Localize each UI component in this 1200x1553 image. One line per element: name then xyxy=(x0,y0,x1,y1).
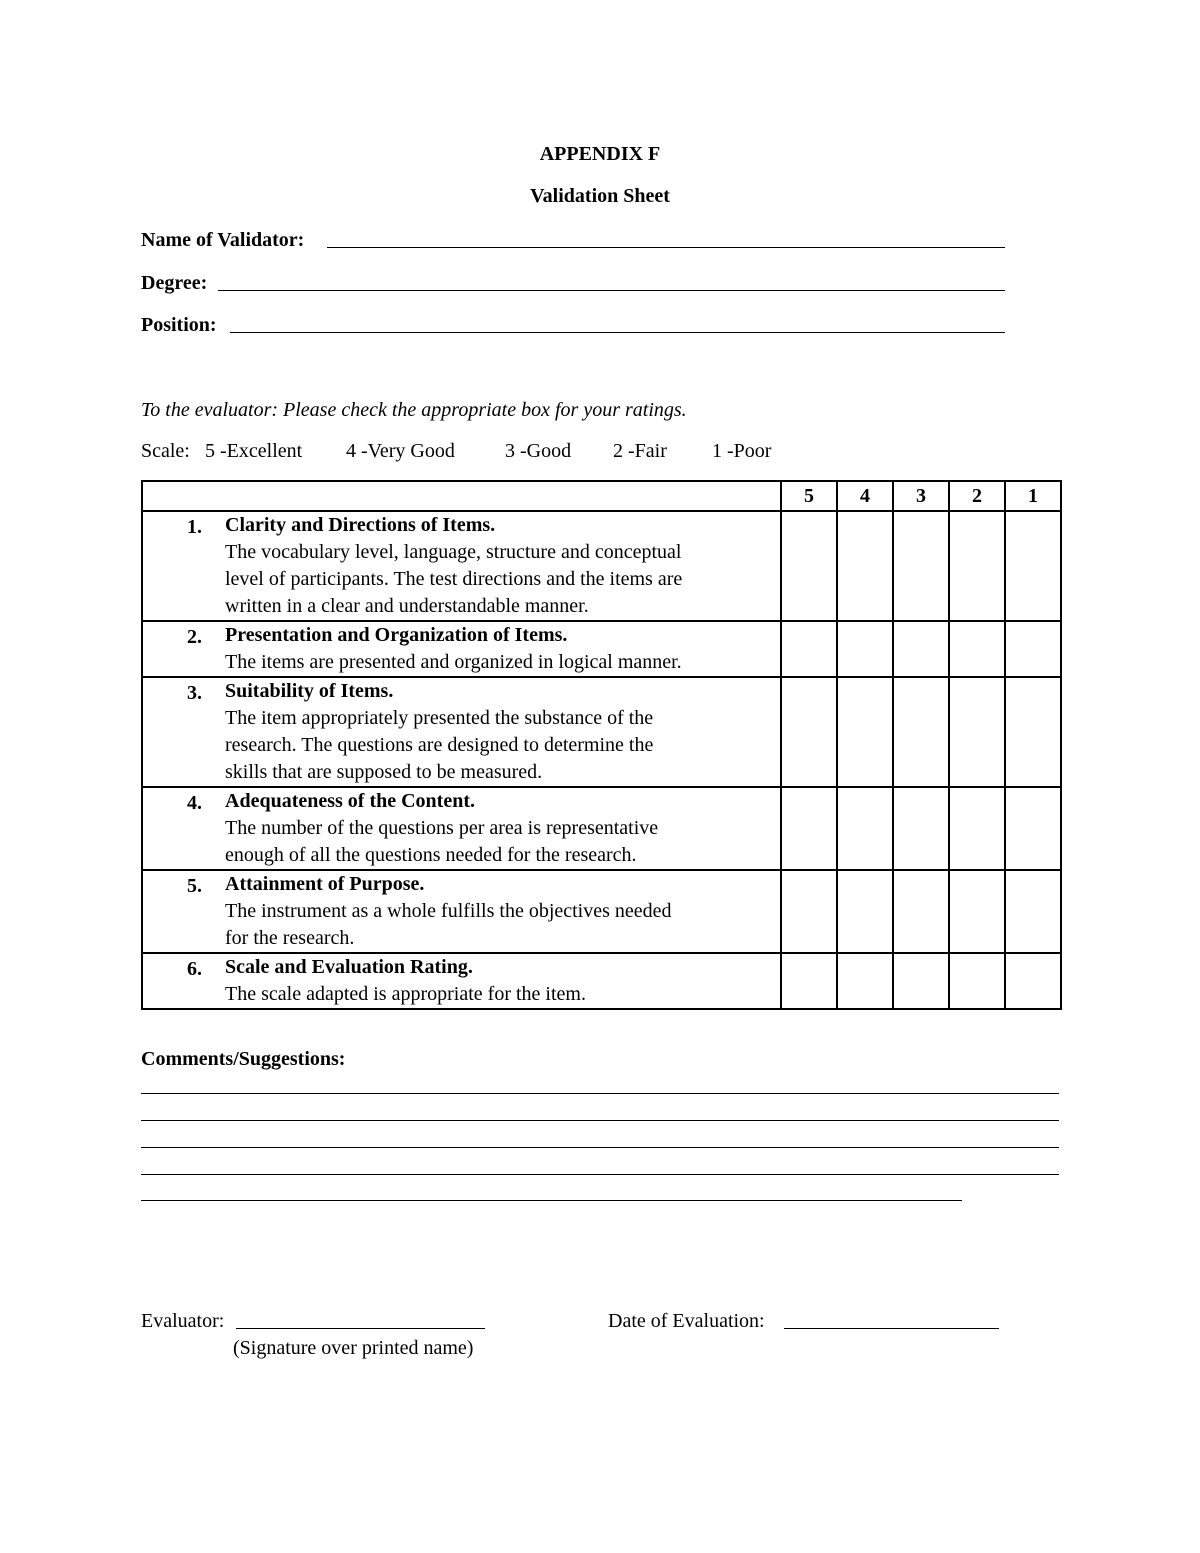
rating-box-4[interactable] xyxy=(837,870,893,953)
criterion-title: Scale and Evaluation Rating. xyxy=(225,956,473,978)
rating-box-2[interactable] xyxy=(949,870,1005,953)
date-field[interactable] xyxy=(784,1328,999,1329)
rating-box-5[interactable] xyxy=(781,621,837,677)
rating-box-2[interactable] xyxy=(949,677,1005,787)
rating-box-3[interactable] xyxy=(893,621,949,677)
rating-table xyxy=(141,480,1062,1010)
scale-item-poor: 1 -Poor xyxy=(712,440,772,462)
position-label: Position: xyxy=(141,314,217,336)
rating-box-3[interactable] xyxy=(893,870,949,953)
rating-box-3[interactable] xyxy=(893,787,949,870)
criterion-description-line: skills that are supposed to be measured. xyxy=(225,761,543,783)
criterion-description-line: for the research. xyxy=(225,927,355,949)
degree-field[interactable] xyxy=(218,290,1005,291)
table-row xyxy=(142,621,1061,677)
criterion-description-line: The instrument as a whole fulfills the objectives needed xyxy=(225,900,672,922)
rating-box-5[interactable] xyxy=(781,677,837,787)
comment-line[interactable] xyxy=(141,1174,1059,1175)
rating-box-1[interactable] xyxy=(1005,787,1061,870)
criteria-header-cell xyxy=(142,481,781,511)
criterion-description-line: research. The questions are designed to determine the xyxy=(225,734,654,756)
criterion-cell xyxy=(142,677,781,787)
criterion-cell xyxy=(142,953,781,1009)
criterion-description-line: level of participants. The test directions and the items are xyxy=(225,568,683,590)
rating-box-4[interactable] xyxy=(837,787,893,870)
rating-box-2[interactable] xyxy=(949,511,1005,621)
comment-line[interactable] xyxy=(141,1147,1059,1148)
rating-box-5[interactable] xyxy=(781,787,837,870)
scale-item-excellent: 5 -Excellent xyxy=(205,440,303,462)
rating-box-2[interactable] xyxy=(949,953,1005,1009)
table-row xyxy=(142,511,1061,621)
rating-box-4[interactable] xyxy=(837,511,893,621)
criterion-number: 6. xyxy=(187,958,202,980)
table-row xyxy=(142,953,1061,1009)
rating-box-2[interactable] xyxy=(949,787,1005,870)
criterion-description-line: enough of all the questions needed for the research. xyxy=(225,844,637,866)
rating-box-3[interactable] xyxy=(893,677,949,787)
rating-box-4[interactable] xyxy=(837,621,893,677)
instructions-text: To the evaluator: Please check the appropriate box for your ratings. xyxy=(141,399,687,421)
scale-item-fair: 2 -Fair xyxy=(613,440,667,462)
criterion-title: Clarity and Directions of Items. xyxy=(225,514,496,536)
rating-box-1[interactable] xyxy=(1005,677,1061,787)
table-header-row xyxy=(142,481,1061,511)
criterion-cell xyxy=(142,870,781,953)
table-row xyxy=(142,787,1061,870)
table-row xyxy=(142,870,1061,953)
signature-note: (Signature over printed name) xyxy=(233,1337,474,1359)
position-field[interactable] xyxy=(230,332,1005,333)
criterion-cell xyxy=(142,621,781,677)
criterion-title: Attainment of Purpose. xyxy=(225,873,425,895)
rating-box-5[interactable] xyxy=(781,953,837,1009)
criterion-description-line: The number of the questions per area is representative xyxy=(225,817,659,839)
criterion-description-line: The vocabulary level, language, structure and conceptual xyxy=(225,541,682,563)
criterion-description-line: The item appropriately presented the substance of the xyxy=(225,707,654,729)
rating-box-2[interactable] xyxy=(949,621,1005,677)
evaluator-label: Evaluator: xyxy=(141,1310,225,1332)
criterion-description-line: written in a clear and understandable manner. xyxy=(225,595,589,617)
rating-box-4[interactable] xyxy=(837,953,893,1009)
criterion-number: 1. xyxy=(187,516,202,538)
criterion-number: 2. xyxy=(187,626,202,648)
column-header-4: 4 xyxy=(837,481,893,511)
criterion-number: 3. xyxy=(187,682,202,704)
comment-line[interactable] xyxy=(141,1200,962,1201)
table-row xyxy=(142,677,1061,787)
rating-box-5[interactable] xyxy=(781,511,837,621)
criterion-title: Adequateness of the Content. xyxy=(225,790,475,812)
scale-label: Scale: xyxy=(141,440,190,462)
criterion-description-line: The scale adapted is appropriate for the item. xyxy=(225,983,586,1005)
criterion-title: Suitability of Items. xyxy=(225,680,394,702)
criterion-title: Presentation and Organization of Items. xyxy=(225,624,568,646)
comment-line[interactable] xyxy=(141,1120,1059,1121)
criterion-number: 5. xyxy=(187,875,202,897)
criterion-cell xyxy=(142,787,781,870)
evaluator-signature-field[interactable] xyxy=(236,1328,485,1329)
validator-name-field[interactable] xyxy=(327,247,1005,248)
rating-box-1[interactable] xyxy=(1005,953,1061,1009)
rating-box-1[interactable] xyxy=(1005,870,1061,953)
comments-label: Comments/Suggestions: xyxy=(141,1048,346,1070)
scale-item-good: 3 -Good xyxy=(505,440,572,462)
rating-box-5[interactable] xyxy=(781,870,837,953)
comment-line[interactable] xyxy=(141,1093,1059,1094)
rating-box-1[interactable] xyxy=(1005,621,1061,677)
validator-label: Name of Validator: xyxy=(141,229,305,251)
rating-box-3[interactable] xyxy=(893,511,949,621)
criterion-number: 4. xyxy=(187,792,202,814)
rating-box-1[interactable] xyxy=(1005,511,1061,621)
date-label: Date of Evaluation: xyxy=(608,1310,765,1332)
degree-label: Degree: xyxy=(141,272,208,294)
column-header-2: 2 xyxy=(949,481,1005,511)
rating-box-3[interactable] xyxy=(893,953,949,1009)
rating-box-4[interactable] xyxy=(837,677,893,787)
appendix-heading: APPENDIX F xyxy=(539,143,661,165)
scale-item-very-good: 4 -Very Good xyxy=(346,440,455,462)
column-header-5: 5 xyxy=(781,481,837,511)
column-header-3: 3 xyxy=(893,481,949,511)
page-title: Validation Sheet xyxy=(530,185,670,207)
criterion-description-line: The items are presented and organized in logical manner. xyxy=(225,651,682,673)
criterion-cell xyxy=(142,511,781,621)
column-header-1: 1 xyxy=(1005,481,1061,511)
